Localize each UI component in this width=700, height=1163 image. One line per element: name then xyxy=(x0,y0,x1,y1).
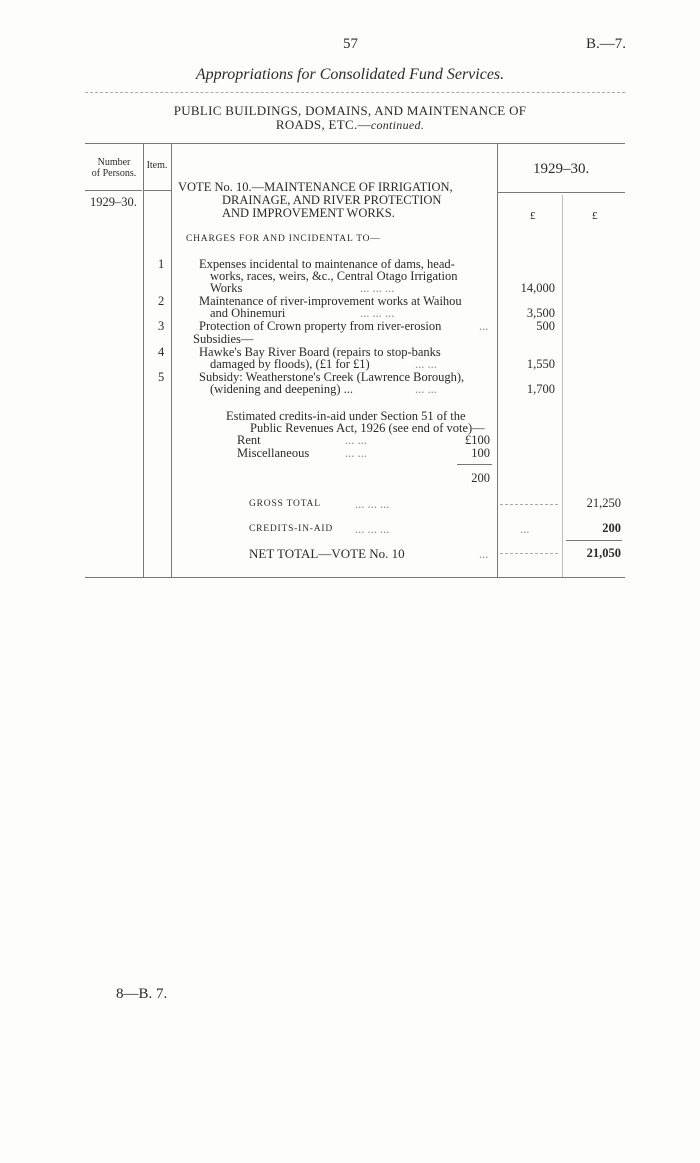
col-divider-amount-b xyxy=(562,195,563,577)
vote-title-line3: AND IMPROVEMENT WORKS. xyxy=(222,206,395,220)
pound-sign-col-a: £ xyxy=(530,210,536,222)
col-divider-item xyxy=(171,143,172,577)
dot-leader: ... ... xyxy=(345,446,367,460)
item-4-text-line2: damaged by floods), (£1 for £1) xyxy=(210,357,370,371)
item-2-amount: 3,500 xyxy=(526,306,555,320)
item-3-amount: 500 xyxy=(536,319,555,333)
net-total-value: 21,050 xyxy=(586,546,621,560)
item-number: 2 xyxy=(158,294,165,308)
title-rule xyxy=(85,92,625,93)
dot-leader: ... xyxy=(520,522,530,536)
credits-intro-line1: Estimated credits-in-aid under Section 51 of the xyxy=(226,409,466,423)
item-1-text-line3: Works xyxy=(210,281,243,295)
net-total-label: NET TOTAL—VOTE No. 10 xyxy=(249,546,405,561)
persons-year: 1929–30. xyxy=(90,195,137,209)
credits-intro-line2: Public Revenues Act, 1926 (see end of vote)— xyxy=(250,421,485,435)
dot-leader: ... ... xyxy=(415,382,437,396)
section-heading-line1: PUBLIC BUILDINGS, DOMAINS, AND MAINTENANCE OF xyxy=(173,103,527,118)
item-3-text: Protection of Crown property from river-erosion xyxy=(199,319,442,333)
item-5-text-line2: (widening and deepening) ... xyxy=(210,382,354,396)
rent-value: £100 xyxy=(465,433,490,447)
item-1-amount: 14,000 xyxy=(520,281,555,295)
dot-leader: ... ... ... xyxy=(355,497,390,511)
item-number: 3 xyxy=(158,319,165,333)
table-bottom-rule xyxy=(85,577,625,578)
item-4-amount: 1,550 xyxy=(526,357,555,371)
dot-leader: ... ... ... xyxy=(360,281,395,295)
vote-title-line2: DRAINAGE, AND RIVER PROTECTION xyxy=(222,193,442,207)
dot-leader: ... ... ... xyxy=(360,306,395,320)
dot-leader: ... ... xyxy=(415,357,437,371)
dot-leader: ... ... ... xyxy=(355,522,390,536)
credits-subtotal-rule xyxy=(457,464,492,465)
persons-header-line2: of Persons. xyxy=(91,168,137,179)
item-5-text-line1: Subsidy: Weatherstone's Creek (Lawrence Borough), xyxy=(199,370,465,384)
item-2-text-line1: Maintenance of river-improvement works at Waihou xyxy=(199,294,462,308)
year-head-rule xyxy=(498,192,625,193)
charges-heading: CHARGES FOR AND INCIDENTAL TO— xyxy=(186,234,381,244)
item-1-text-line2: works, races, weirs, &c., Central Otago Irrigation xyxy=(210,269,458,283)
signature-mark: 8—B. 7. xyxy=(116,986,168,1002)
item-4-text-line1: Hawke's Bay River Board (repairs to stop-banks xyxy=(199,345,441,359)
item-1-text-line1: Expenses incidental to maintenance of dams, head- xyxy=(199,257,455,271)
misc-value: 100 xyxy=(471,446,490,460)
credits-in-aid-value: 200 xyxy=(602,521,621,535)
persons-head-rule xyxy=(85,190,142,191)
net-total-rule xyxy=(566,540,622,541)
section-heading-line2 xyxy=(0,118,700,132)
item-2-text-line2: and Ohinemuri xyxy=(210,306,286,320)
item-header: Item. xyxy=(146,160,168,171)
section-heading-text: ROADS, ETC.— xyxy=(275,117,371,132)
col-divider-persons xyxy=(143,143,144,577)
dot-leader: ... ... xyxy=(345,433,367,447)
dot-leader: ... xyxy=(479,319,489,333)
rent-label: Rent xyxy=(237,433,261,447)
page-number: 57 xyxy=(343,36,358,52)
year-header: 1929–30. xyxy=(533,161,590,177)
page-title: Appropriations for Consolidated Fund Services. xyxy=(195,66,505,83)
misc-label: Miscellaneous xyxy=(237,446,310,460)
document-reference: B.—7. xyxy=(586,36,627,52)
item-number: 1 xyxy=(158,257,165,271)
gross-total-label: GROSS TOTAL xyxy=(249,499,321,509)
table-top-rule xyxy=(85,143,625,144)
dot-leader: ... xyxy=(479,547,489,561)
item-number: 4 xyxy=(158,345,165,359)
col-divider-amount-a xyxy=(497,143,498,577)
section-heading-continued: continued. xyxy=(370,118,425,132)
net-leader-line xyxy=(500,553,558,554)
persons-header-line1: Number xyxy=(97,157,131,168)
vote-title-line1: VOTE No. 10.—MAINTENANCE OF IRRIGATION, xyxy=(178,180,453,194)
item-head-rule xyxy=(144,190,171,191)
credits-in-aid-label: CREDITS-IN-AID xyxy=(249,524,334,534)
item-5-amount: 1,700 xyxy=(526,382,555,396)
subsidies-heading: Subsidies— xyxy=(193,332,254,346)
credits-subtotal: 200 xyxy=(471,471,490,485)
gross-leader-line xyxy=(500,504,558,505)
gross-total-value: 21,250 xyxy=(586,496,621,510)
pound-sign-col-b: £ xyxy=(592,210,598,222)
item-number: 5 xyxy=(158,370,165,384)
